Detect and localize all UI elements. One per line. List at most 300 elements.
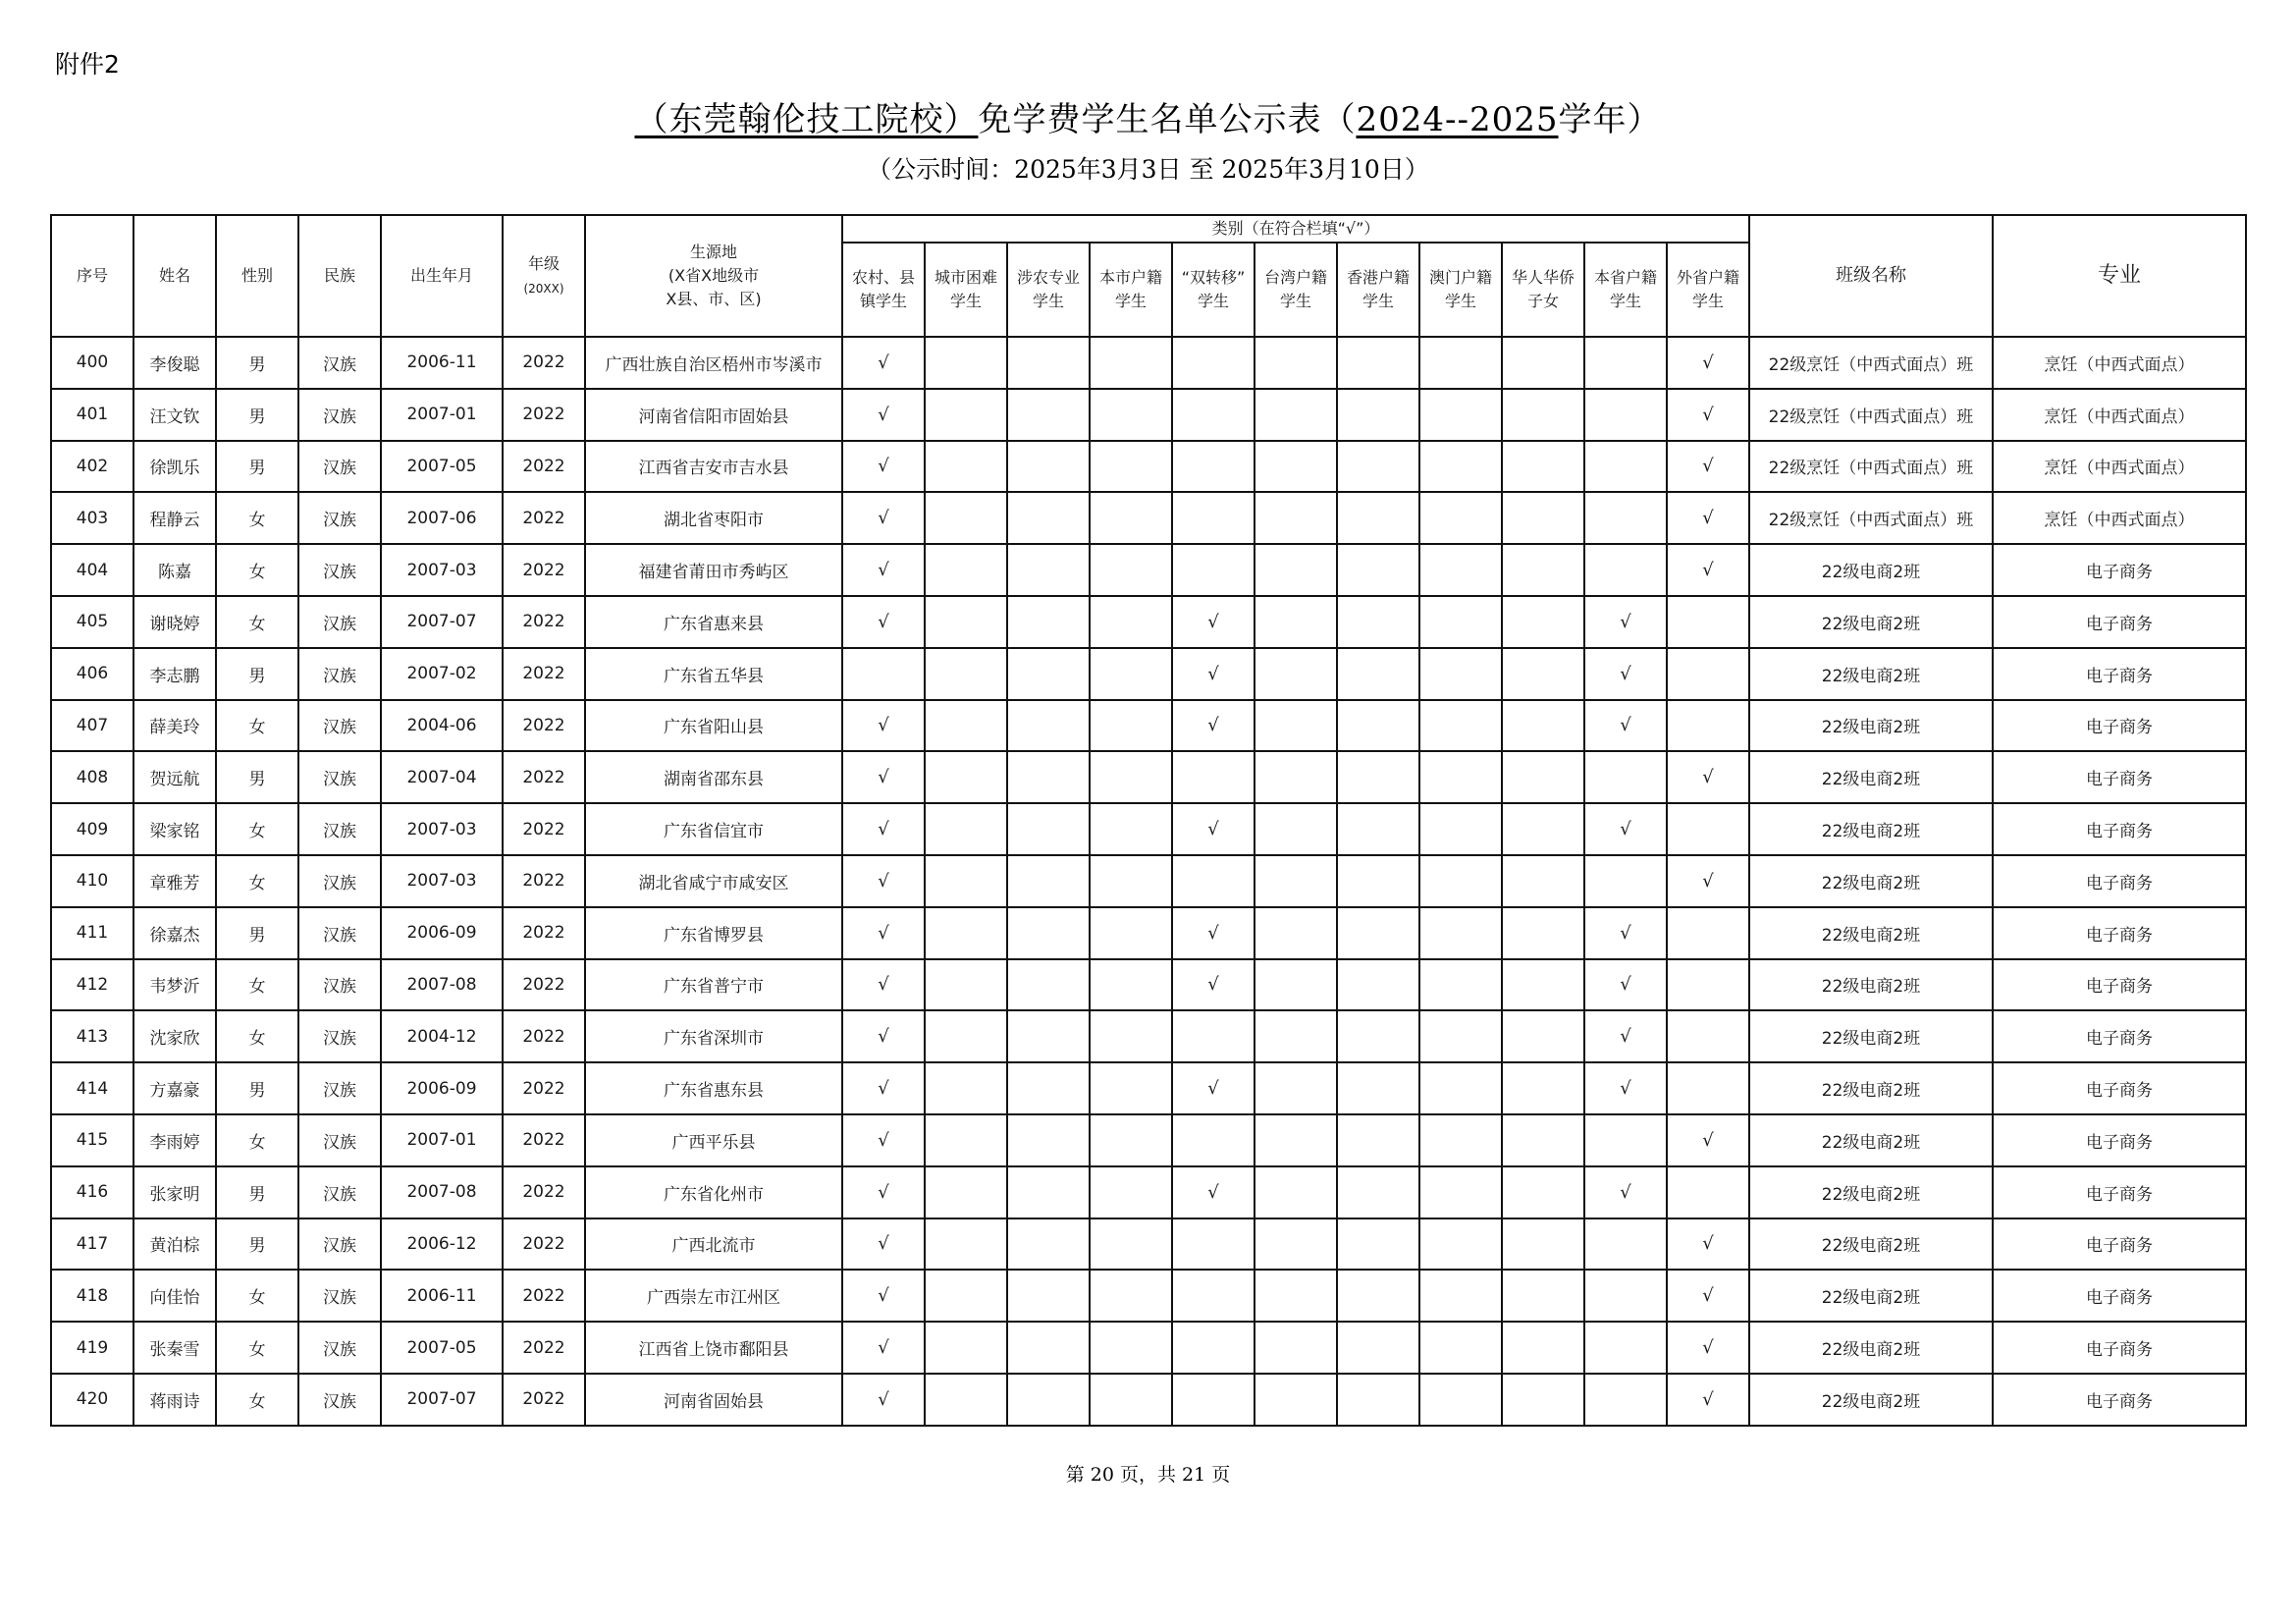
header-name: 姓名: [133, 215, 216, 337]
cell-class-name: 22级电商2班: [1749, 544, 1993, 596]
cell-category-3: [1090, 337, 1172, 389]
cell-grade: 2022: [503, 648, 585, 700]
cell-name: 徐凯乐: [133, 441, 216, 493]
cell-grade: 2022: [503, 959, 585, 1011]
cell-ethnicity: 汉族: [298, 959, 381, 1011]
cell-category-10: √: [1667, 1322, 1749, 1374]
cell-category-2: [1007, 803, 1090, 855]
cell-gender: 男: [216, 1166, 298, 1218]
cell-category-9: √: [1584, 700, 1667, 752]
cell-category-7: [1419, 803, 1502, 855]
cell-gender: 男: [216, 389, 298, 441]
cell-origin: 广东省五华县: [585, 648, 842, 700]
cell-category-1: [925, 596, 1007, 648]
header-category-6: [1337, 243, 1419, 337]
cell-grade: 2022: [503, 389, 585, 441]
table-row: [51, 1374, 2246, 1426]
cell-major: 电子商务: [1993, 751, 2246, 803]
cell-category-10: √: [1667, 1270, 1749, 1322]
cell-name: 黄泊棕: [133, 1218, 216, 1271]
cell-category-9: [1584, 492, 1667, 544]
cell-category-6: [1337, 337, 1419, 389]
cell-origin: 广东省普宁市: [585, 959, 842, 1011]
cell-category-5: [1255, 1322, 1337, 1374]
cell-category-0: √: [842, 907, 925, 959]
cell-category-9: [1584, 1374, 1667, 1426]
cell-category-8: [1502, 389, 1584, 441]
cell-category-3: [1090, 700, 1172, 752]
cell-category-5: [1255, 855, 1337, 907]
cell-gender: 女: [216, 803, 298, 855]
cell-category-3: [1090, 492, 1172, 544]
cell-category-2: [1007, 596, 1090, 648]
cell-name: 韦梦沂: [133, 959, 216, 1011]
cell-category-6: [1337, 855, 1419, 907]
cell-major: 电子商务: [1993, 544, 2246, 596]
cell-category-10: [1667, 1166, 1749, 1218]
page-number: 第 20 页，共 21 页: [1065, 1464, 1231, 1486]
cell-category-0: √: [842, 1062, 925, 1114]
cell-seq: 417: [51, 1218, 133, 1271]
table-row: [51, 337, 2246, 389]
header-category-text: 农村、县: [851, 268, 915, 287]
cell-ethnicity: 汉族: [298, 1114, 381, 1166]
cell-class-name: 22级电商2班: [1749, 1374, 1993, 1426]
cell-gender: 女: [216, 1374, 298, 1426]
cell-major: 电子商务: [1993, 700, 2246, 752]
cell-major: 烹饪（中西式面点）: [1993, 492, 2246, 544]
table-row: [51, 803, 2246, 855]
cell-category-7: [1419, 855, 1502, 907]
cell-category-10: [1667, 700, 1749, 752]
cell-ethnicity: 汉族: [298, 700, 381, 752]
cell-seq: 409: [51, 803, 133, 855]
cell-name: 李志鹏: [133, 648, 216, 700]
cell-gender: 女: [216, 1270, 298, 1322]
cell-gender: 男: [216, 1218, 298, 1271]
cell-seq: 416: [51, 1166, 133, 1218]
cell-category-3: [1090, 1270, 1172, 1322]
cell-category-6: [1337, 1114, 1419, 1166]
cell-category-1: [925, 855, 1007, 907]
cell-origin: 江西省上饶市鄱阳县: [585, 1322, 842, 1374]
cell-class-name: 22级电商2班: [1749, 959, 1993, 1011]
cell-ethnicity: 汉族: [298, 544, 381, 596]
cell-category-4: [1172, 1322, 1255, 1374]
table-row: [51, 1062, 2246, 1114]
cell-seq: 412: [51, 959, 133, 1011]
table-row: [51, 648, 2246, 700]
cell-category-8: [1502, 1218, 1584, 1271]
cell-category-6: [1337, 441, 1419, 493]
cell-category-9: √: [1584, 959, 1667, 1011]
cell-birth: 2007-04: [381, 751, 503, 803]
cell-category-1: [925, 337, 1007, 389]
cell-gender: 女: [216, 492, 298, 544]
cell-category-2: [1007, 337, 1090, 389]
cell-category-8: [1502, 700, 1584, 752]
header-category-9: [1584, 243, 1667, 337]
cell-birth: 2007-05: [381, 441, 503, 493]
cell-major: 电子商务: [1993, 907, 2246, 959]
cell-category-7: [1419, 544, 1502, 596]
cell-category-10: [1667, 907, 1749, 959]
cell-category-3: [1090, 907, 1172, 959]
header-category-text: 台湾户籍: [1263, 268, 1327, 287]
cell-seq: 411: [51, 907, 133, 959]
cell-category-7: [1419, 959, 1502, 1011]
cell-grade: 2022: [503, 700, 585, 752]
cell-category-6: [1337, 700, 1419, 752]
cell-category-3: [1090, 441, 1172, 493]
cell-category-4: [1172, 337, 1255, 389]
cell-major: 电子商务: [1993, 1322, 2246, 1374]
cell-grade: 2022: [503, 803, 585, 855]
cell-name: 向佳怡: [133, 1270, 216, 1322]
cell-ethnicity: 汉族: [298, 1218, 381, 1271]
cell-category-9: [1584, 1114, 1667, 1166]
header-category-text: 学生: [1691, 292, 1724, 310]
cell-category-2: [1007, 1218, 1090, 1271]
cell-grade: 2022: [503, 441, 585, 493]
header-category-text: 学生: [1444, 292, 1476, 310]
cell-gender: 女: [216, 700, 298, 752]
cell-birth: 2007-07: [381, 596, 503, 648]
cell-category-5: [1255, 337, 1337, 389]
table-body: [51, 337, 2246, 1426]
cell-category-6: [1337, 596, 1419, 648]
cell-category-0: √: [842, 596, 925, 648]
header-category-text: 镇学生: [859, 292, 907, 310]
cell-category-6: [1337, 648, 1419, 700]
header-category-7: [1419, 243, 1502, 337]
cell-category-9: √: [1584, 1166, 1667, 1218]
cell-birth: 2007-02: [381, 648, 503, 700]
cell-category-8: [1502, 337, 1584, 389]
cell-name: 张秦雪: [133, 1322, 216, 1374]
page-title: [0, 92, 2296, 140]
cell-category-10: √: [1667, 389, 1749, 441]
header-grade: [503, 215, 585, 337]
cell-category-7: [1419, 337, 1502, 389]
cell-seq: 413: [51, 1010, 133, 1062]
cell-seq: 408: [51, 751, 133, 803]
cell-category-0: √: [842, 389, 925, 441]
header-origin-line2: (X省X地级市: [667, 266, 760, 285]
cell-category-2: [1007, 1114, 1090, 1166]
cell-category-2: [1007, 700, 1090, 752]
cell-category-10: [1667, 959, 1749, 1011]
cell-category-9: [1584, 544, 1667, 596]
cell-category-9: [1584, 855, 1667, 907]
cell-category-2: [1007, 959, 1090, 1011]
cell-category-2: [1007, 648, 1090, 700]
cell-class-name: 22级电商2班: [1749, 1270, 1993, 1322]
cell-category-7: [1419, 907, 1502, 959]
header-category-text: 外省户籍: [1676, 268, 1739, 287]
cell-origin: 广东省惠东县: [585, 1062, 842, 1114]
cell-ethnicity: 汉族: [298, 803, 381, 855]
header-origin: [585, 215, 842, 337]
cell-birth: 2007-08: [381, 1166, 503, 1218]
header-category-3: [1090, 243, 1172, 337]
header-category-text: 涉农专业: [1016, 268, 1080, 287]
cell-name: 李雨婷: [133, 1114, 216, 1166]
cell-birth: 2006-11: [381, 1270, 503, 1322]
cell-seq: 404: [51, 544, 133, 596]
cell-category-4: √: [1172, 907, 1255, 959]
cell-category-1: [925, 492, 1007, 544]
cell-category-5: [1255, 751, 1337, 803]
cell-ethnicity: 汉族: [298, 907, 381, 959]
header-category-text: 学生: [1197, 292, 1229, 310]
title-middle: 免学费学生名单公示表（: [978, 100, 1357, 139]
cell-category-8: [1502, 907, 1584, 959]
cell-category-4: [1172, 441, 1255, 493]
cell-category-5: [1255, 441, 1337, 493]
cell-category-1: [925, 751, 1007, 803]
title-year: 2024--2025: [1356, 100, 1559, 139]
cell-category-7: [1419, 1322, 1502, 1374]
cell-category-4: [1172, 544, 1255, 596]
cell-seq: 418: [51, 1270, 133, 1322]
cell-category-9: [1584, 1322, 1667, 1374]
cell-class-name: 22级烹饪（中西式面点）班: [1749, 441, 1993, 493]
cell-category-0: √: [842, 544, 925, 596]
header-category-5: [1255, 243, 1337, 337]
cell-name: 章雅芳: [133, 855, 216, 907]
cell-category-7: [1419, 1166, 1502, 1218]
cell-category-7: [1419, 1114, 1502, 1166]
header-category-text: 学生: [1279, 292, 1311, 310]
cell-seq: 410: [51, 855, 133, 907]
cell-category-6: [1337, 1166, 1419, 1218]
cell-category-4: [1172, 1114, 1255, 1166]
table-row: [51, 1010, 2246, 1062]
cell-category-4: [1172, 855, 1255, 907]
header-grade-label: 年级: [527, 253, 560, 273]
header-category-text: 学生: [949, 292, 982, 310]
cell-name: 李俊聪: [133, 337, 216, 389]
cell-category-3: [1090, 1062, 1172, 1114]
cell-class-name: 22级电商2班: [1749, 1114, 1993, 1166]
cell-grade: 2022: [503, 337, 585, 389]
cell-origin: 广东省博罗县: [585, 907, 842, 959]
cell-category-8: [1502, 648, 1584, 700]
cell-category-2: [1007, 907, 1090, 959]
table-row: [51, 596, 2246, 648]
attachment-label: 附件2: [55, 50, 120, 79]
cell-category-9: [1584, 751, 1667, 803]
cell-grade: 2022: [503, 1218, 585, 1271]
table-row: [51, 544, 2246, 596]
cell-birth: 2006-09: [381, 907, 503, 959]
cell-seq: 403: [51, 492, 133, 544]
table-header: [51, 215, 2246, 337]
cell-category-6: [1337, 492, 1419, 544]
cell-grade: 2022: [503, 596, 585, 648]
cell-category-10: [1667, 648, 1749, 700]
cell-name: 张家明: [133, 1166, 216, 1218]
cell-category-7: [1419, 441, 1502, 493]
cell-class-name: 22级电商2班: [1749, 803, 1993, 855]
cell-gender: 男: [216, 441, 298, 493]
cell-class-name: 22级电商2班: [1749, 1218, 1993, 1271]
cell-category-0: √: [842, 492, 925, 544]
cell-category-0: √: [842, 959, 925, 1011]
cell-category-4: [1172, 492, 1255, 544]
cell-category-4: √: [1172, 1062, 1255, 1114]
cell-gender: 女: [216, 596, 298, 648]
header-category-text: “双转移”: [1181, 268, 1246, 287]
cell-category-10: [1667, 596, 1749, 648]
cell-birth: 2007-07: [381, 1374, 503, 1426]
header-class-name: 班级名称: [1749, 215, 1993, 337]
cell-category-0: √: [842, 1114, 925, 1166]
cell-class-name: 22级电商2班: [1749, 700, 1993, 752]
cell-category-4: [1172, 751, 1255, 803]
cell-category-6: [1337, 907, 1419, 959]
cell-category-5: [1255, 907, 1337, 959]
cell-category-4: [1172, 1218, 1255, 1271]
cell-category-6: [1337, 1218, 1419, 1271]
cell-category-1: [925, 648, 1007, 700]
cell-class-name: 22级电商2班: [1749, 855, 1993, 907]
cell-category-10: [1667, 1062, 1749, 1114]
cell-category-2: [1007, 855, 1090, 907]
cell-class-name: 22级电商2班: [1749, 648, 1993, 700]
header-category-text: 城市困难: [934, 268, 997, 287]
cell-category-6: [1337, 1374, 1419, 1426]
cell-category-7: [1419, 1374, 1502, 1426]
cell-name: 方嘉豪: [133, 1062, 216, 1114]
cell-gender: 女: [216, 544, 298, 596]
cell-category-9: [1584, 1270, 1667, 1322]
cell-category-3: [1090, 959, 1172, 1011]
cell-category-6: [1337, 959, 1419, 1011]
cell-category-7: [1419, 648, 1502, 700]
cell-category-9: √: [1584, 648, 1667, 700]
cell-category-8: [1502, 1010, 1584, 1062]
cell-name: 沈家欣: [133, 1010, 216, 1062]
header-birth: 出生年月: [381, 215, 503, 337]
header-category-text: 学生: [1362, 292, 1394, 310]
cell-category-5: [1255, 1218, 1337, 1271]
cell-category-1: [925, 700, 1007, 752]
cell-category-10: √: [1667, 1114, 1749, 1166]
cell-category-4: √: [1172, 700, 1255, 752]
cell-class-name: 22级烹饪（中西式面点）班: [1749, 492, 1993, 544]
cell-class-name: 22级电商2班: [1749, 907, 1993, 959]
cell-category-1: [925, 1010, 1007, 1062]
student-table: [50, 214, 2247, 1427]
cell-category-2: [1007, 1166, 1090, 1218]
cell-major: 电子商务: [1993, 1218, 2246, 1271]
cell-origin: 广东省化州市: [585, 1166, 842, 1218]
cell-origin: 广东省阳山县: [585, 700, 842, 752]
cell-name: 汪文钦: [133, 389, 216, 441]
cell-category-8: [1502, 751, 1584, 803]
cell-category-2: [1007, 751, 1090, 803]
cell-category-10: √: [1667, 492, 1749, 544]
cell-seq: 419: [51, 1322, 133, 1374]
cell-origin: 广西平乐县: [585, 1114, 842, 1166]
cell-category-1: [925, 389, 1007, 441]
cell-birth: 2007-03: [381, 803, 503, 855]
cell-ethnicity: 汉族: [298, 1270, 381, 1322]
cell-category-6: [1337, 1062, 1419, 1114]
cell-name: 薛美玲: [133, 700, 216, 752]
cell-category-6: [1337, 1270, 1419, 1322]
header-category-text: 澳门户籍: [1428, 268, 1492, 287]
cell-gender: 女: [216, 855, 298, 907]
cell-seq: 407: [51, 700, 133, 752]
cell-name: 蒋雨诗: [133, 1374, 216, 1426]
cell-category-8: [1502, 596, 1584, 648]
cell-category-1: [925, 907, 1007, 959]
cell-category-6: [1337, 389, 1419, 441]
cell-seq: 400: [51, 337, 133, 389]
table-row: [51, 751, 2246, 803]
header-category-text: 本市户籍: [1098, 268, 1162, 287]
cell-grade: 2022: [503, 492, 585, 544]
cell-category-1: [925, 1062, 1007, 1114]
cell-category-3: [1090, 1218, 1172, 1271]
cell-category-0: √: [842, 855, 925, 907]
cell-name: 陈嘉: [133, 544, 216, 596]
cell-birth: 2007-01: [381, 389, 503, 441]
table-row: [51, 389, 2246, 441]
cell-grade: 2022: [503, 544, 585, 596]
cell-birth: 2007-06: [381, 492, 503, 544]
cell-origin: 湖北省枣阳市: [585, 492, 842, 544]
cell-major: 电子商务: [1993, 1270, 2246, 1322]
cell-category-7: [1419, 596, 1502, 648]
cell-class-name: 22级电商2班: [1749, 1010, 1993, 1062]
cell-category-10: √: [1667, 855, 1749, 907]
cell-birth: 2007-03: [381, 544, 503, 596]
cell-grade: 2022: [503, 1374, 585, 1426]
cell-grade: 2022: [503, 1010, 585, 1062]
cell-name: 徐嘉杰: [133, 907, 216, 959]
cell-origin: 河南省信阳市固始县: [585, 389, 842, 441]
cell-category-1: [925, 1322, 1007, 1374]
table-row: [51, 1322, 2246, 1374]
cell-major: 电子商务: [1993, 803, 2246, 855]
cell-category-9: [1584, 1218, 1667, 1271]
cell-origin: 湖南省邵东县: [585, 751, 842, 803]
cell-category-5: [1255, 1166, 1337, 1218]
cell-category-9: √: [1584, 1010, 1667, 1062]
cell-category-5: [1255, 492, 1337, 544]
cell-class-name: 22级烹饪（中西式面点）班: [1749, 337, 1993, 389]
header-seq: 序号: [51, 215, 133, 337]
cell-category-5: [1255, 1374, 1337, 1426]
cell-category-9: √: [1584, 803, 1667, 855]
header-category-text: 学生: [1032, 292, 1064, 310]
header-category-text: 华人华侨: [1511, 268, 1575, 287]
cell-category-4: √: [1172, 648, 1255, 700]
cell-origin: 江西省吉安市吉水县: [585, 441, 842, 493]
cell-category-4: √: [1172, 803, 1255, 855]
cell-ethnicity: 汉族: [298, 855, 381, 907]
cell-category-8: [1502, 959, 1584, 1011]
cell-category-3: [1090, 596, 1172, 648]
cell-gender: 女: [216, 1322, 298, 1374]
cell-ethnicity: 汉族: [298, 1374, 381, 1426]
cell-category-3: [1090, 389, 1172, 441]
cell-major: 电子商务: [1993, 1374, 2246, 1426]
